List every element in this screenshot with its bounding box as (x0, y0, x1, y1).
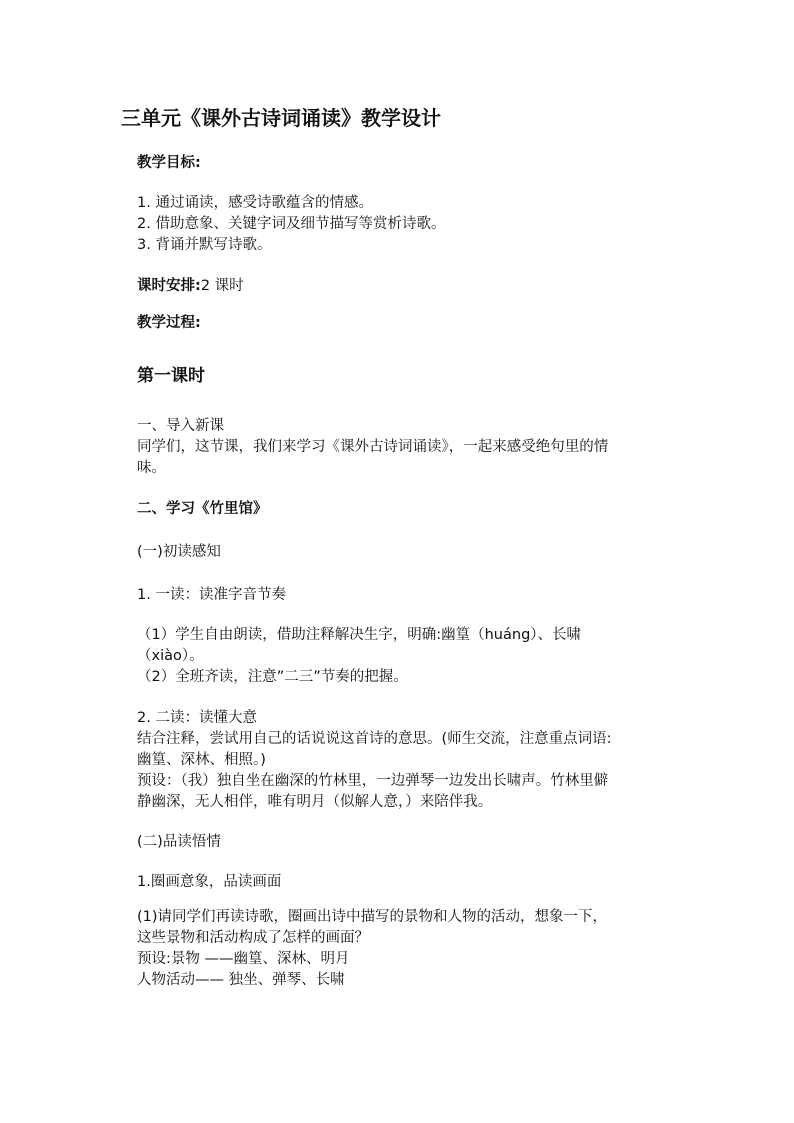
goals-label: 教学目标: (137, 155, 201, 171)
step-item: （2）全班齐读，注意”二三”节奏的把握。 (137, 669, 408, 685)
paragraph-line: 静幽深，无人相伴，唯有明月（似解人意，）来陪伴我。 (137, 794, 493, 810)
paragraph-line: 预设:景物 ——幽篁、深林、明月 (137, 951, 350, 967)
page-title: 三单元《课外古诗词诵读》教学设计 (121, 106, 441, 130)
schedule-value: 2 课时 (200, 278, 244, 294)
goal-item: 1. 通过诵读，感受诗歌蕴含的情感。 (137, 195, 373, 211)
paragraph-line: (1)请同学们再读诗歌，圈画出诗中描写的景物和人物的活动，想象一下， (137, 909, 608, 925)
section-heading: 一、导入新课 (137, 418, 224, 434)
paragraph-line: 同学们，这节课，我们来学习《课外古诗词诵读》，一起来感受绝句里的情 (137, 439, 609, 455)
process-label: 教学过程: (137, 315, 201, 331)
schedule-label: 课时安排: (137, 278, 201, 294)
goal-item: 3. 背诵并默写诗歌。 (137, 237, 272, 253)
step-item: （xiào）。 (137, 648, 204, 664)
section-heading: 二、学习《竹里馆》 (137, 501, 268, 517)
paragraph-line: 幽篁、深林、相照。) (137, 752, 266, 768)
paragraph-line: 人物活动—— 独坐、弹琴、长啸 (137, 972, 345, 988)
paragraph-line: 预设：（我）独自坐在幽深的竹林里，一边弹琴一边发出长啸声。竹林里僻 (137, 773, 609, 789)
lesson-heading: 第一课时 (137, 366, 205, 386)
schedule-line (137, 276, 244, 297)
paragraph-line: 这些景物和活动构成了怎样的画面？ (137, 930, 369, 946)
step-item: （1）学生自由朗读，借助注释解决生字，明确:幽篁（huáng）、长啸 (137, 627, 582, 643)
step-heading: 1.圈画意象，品读画面 (137, 874, 282, 890)
step-heading: 2. 二读：读懂大意 (137, 710, 257, 726)
subsection-heading: (二)品读悟情 (137, 834, 221, 850)
subsection-heading: (一)初读感知 (137, 544, 221, 560)
paragraph-line: 结合注释，尝试用自己的话说说这首诗的意思。(师生交流，注意重点词语: (137, 731, 612, 747)
paragraph-line: 味。 (137, 460, 166, 476)
goal-item: 2. 借助意象、关键字词及细节描写等赏析诗歌。 (137, 216, 446, 232)
step-heading: 1. 一读：读准字音节奏 (137, 587, 286, 603)
